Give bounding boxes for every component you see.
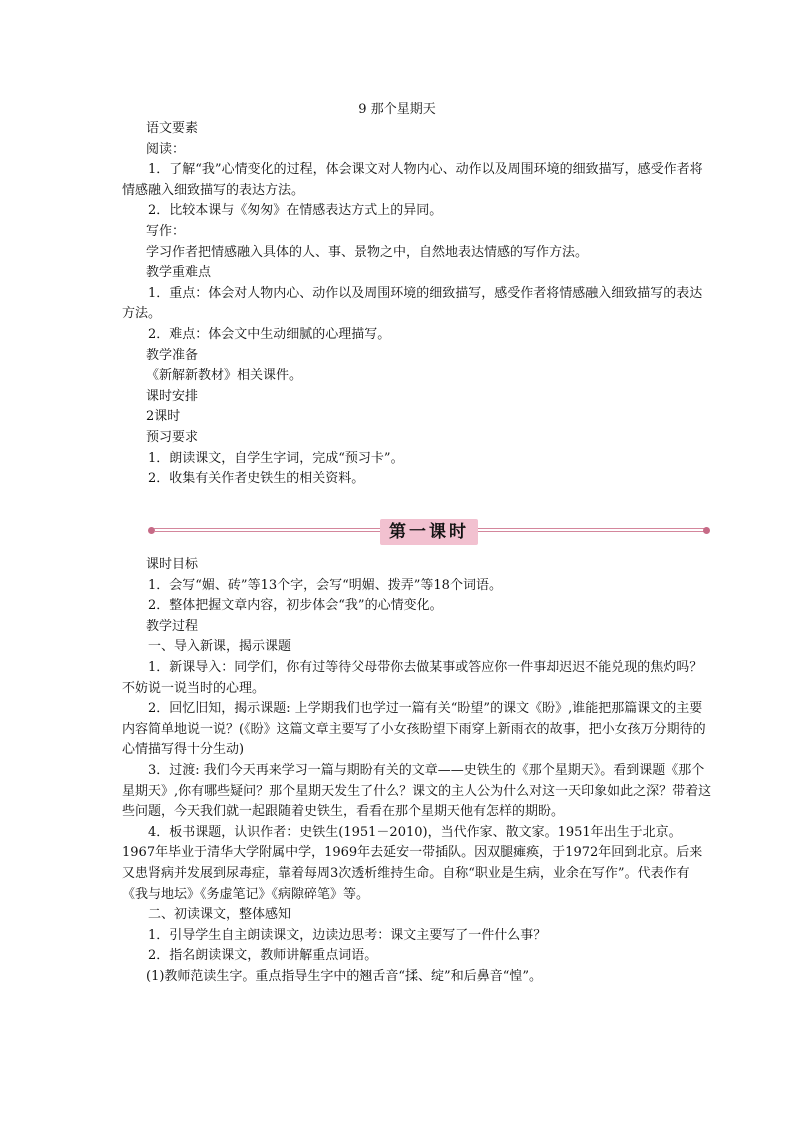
paragraph: 2．整体把握文章内容，初步体会“我”的心情变化。: [148, 598, 443, 614]
paragraph: 2．难点：体会文中生动细腻的心理描写。: [148, 326, 391, 342]
subheading-introduction: 一、导入新课，揭示课题: [148, 639, 292, 655]
heading-objectives: 课时目标: [146, 557, 199, 572]
paragraph: 1．朗读课文，自学生字词，完成“预习卡”。: [148, 450, 404, 466]
heading-preview: 预习要求: [146, 429, 199, 445]
paragraph: 1．了解“我”心情变化的过程，体会课文对人物内心、动作以及周围环境的细致描写，感受作者将情感融入细致描写的表达方法。: [122, 162, 703, 198]
lesson-overview: [122, 119, 712, 490]
paragraph: 2．比较本课与《匆匆》在情感表达方式上的异同。: [148, 203, 443, 219]
first-lesson-content: [122, 555, 712, 987]
paragraph: 4．板书课题，认识作者：史铁生(1951－2010)，当代作家、散文家。1951年出生于北京。1967年毕业于清华大学附属中学，1969年去延安一带插队。因双腿瘫痪，于1972年回到北京。后来又患肾病并发展到尿毒症，靠着每周3次透析维持生命。自称“职业是生病，业余在写作”。代表作有《我与地坛》《务虚笔记》《病隙碎笔》等。: [122, 824, 703, 902]
lesson-title: 9 那个星期天: [358, 102, 436, 117]
paragraph: 2．回忆旧知，揭示课题: 上学期我们也学过一篇有关“盼望”的课文《盼》,谁能把那篇课文的主要内容简单地说一说？(《盼》这篇文章主要写了小女孩盼望下雨穿上新雨衣的故事，把小女孩万分期待的心情描写得十分生动): [122, 701, 706, 758]
subheading-first-reading: 二、初读课文，整体感知: [148, 907, 292, 923]
paragraph: 3．过渡: 我们今天再来学习一篇与期盼有关的文章——史铁生的《那个星期天》。看到课题《那个星期天》,你有哪些疑问？那个星期天发生了什么？课文的主人公为什么对这一天印象如此之深？带着这些问题，今天我们就一起跟随着史铁生，看看在那个星期天他有怎样的期盼。: [122, 762, 712, 820]
divider-line-right: [478, 528, 704, 532]
paragraph: 1．新课导入：同学们，你有过等待父母带你去做某事或答应你一件事却迟迟不能兑现的焦灼吗？不妨说一说当时的心理。: [122, 659, 703, 696]
heading-preparation: 教学准备: [146, 347, 199, 363]
paragraph: 2．收集有关作者史铁生的相关资料。: [148, 471, 365, 487]
heading-schedule: 课时安排: [146, 388, 199, 404]
heading-reading: 阅读：: [146, 141, 186, 157]
paragraph: (1)教师范读生字。重点指导生字中的翘舌音“揉、绽”和后鼻音“惶”。: [146, 968, 542, 984]
heading-language-elements: 语文要素: [146, 121, 199, 136]
paragraph: 2．指名朗读课文，教师讲解重点词语。: [148, 948, 378, 964]
section-badge: 第一课时: [380, 519, 478, 545]
divider-dot-right: [703, 527, 710, 534]
heading-process: 教学过程: [146, 618, 199, 634]
section-divider: [148, 518, 710, 548]
divider-line-left: [154, 528, 380, 532]
paragraph: 1．重点：体会对人物内心、动作以及周围环境的细致描写，感受作者将情感融入细致描写的表达方法。: [122, 285, 703, 322]
paragraph: 《新解新教材》相关课件。: [146, 368, 303, 384]
paragraph: 2课时: [146, 409, 181, 425]
heading-key-points: 教学重难点: [146, 265, 212, 281]
paragraph: 1．会写“媚、砖”等13个字，会写“明媚、拨弄”等18个词语。: [148, 577, 502, 593]
paragraph: 学习作者把情感融入具体的人、事、景物之中，自然地表达情感的写作方法。: [146, 244, 589, 260]
paragraph: 1．引导学生自主朗读课文，边读边思考：课文主要写了一件什么事？: [148, 927, 547, 943]
heading-writing: 写作：: [146, 223, 186, 239]
